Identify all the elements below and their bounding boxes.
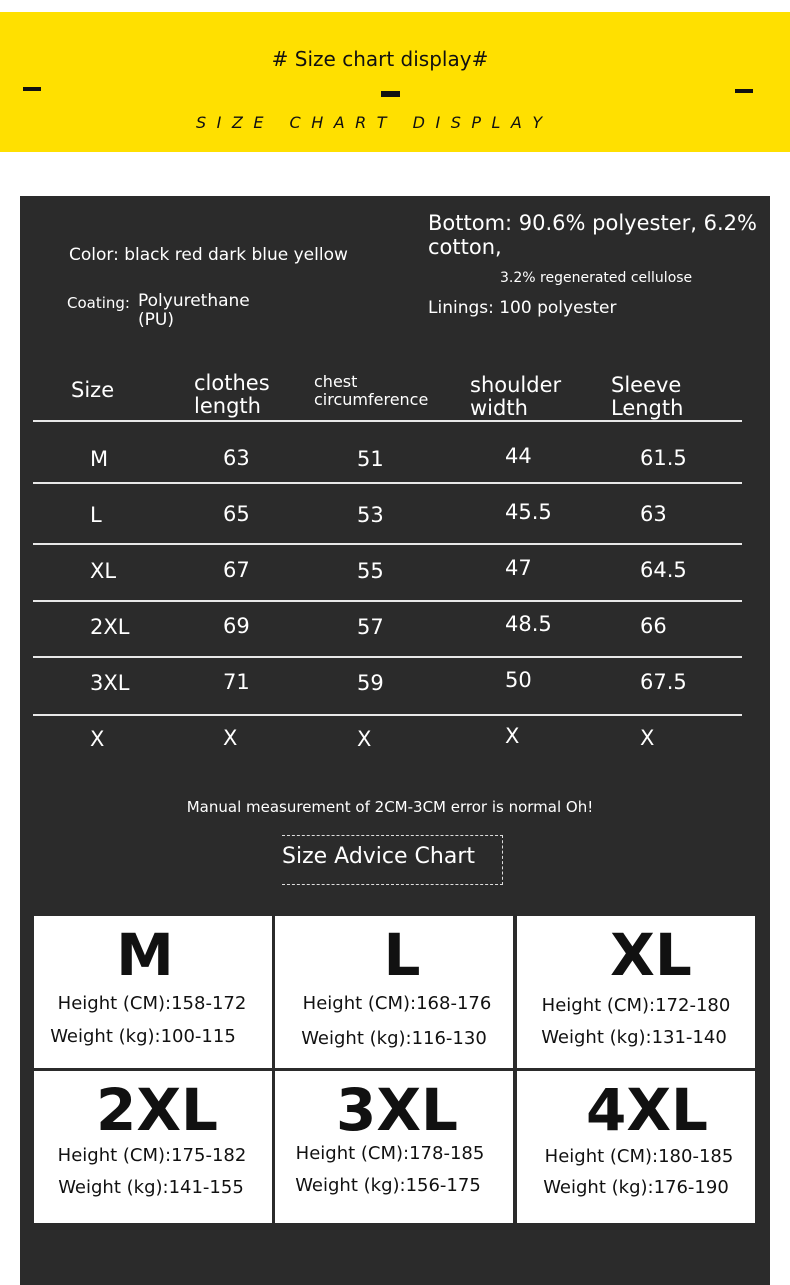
advice-size: 4XL (585, 1076, 709, 1144)
coating-value: Polyurethane (138, 291, 250, 311)
size-cell: M (90, 447, 109, 471)
table-rule (33, 420, 742, 422)
size-advice-title: Size Advice Chart (282, 844, 475, 869)
header-clothes-length: clothes length (194, 371, 270, 418)
table-rule (33, 656, 742, 658)
left-dash (23, 87, 41, 91)
banner-subtitle: SIZE CHART DISPLAY (196, 113, 553, 132)
bottom-spec-2: cotton, (428, 235, 502, 259)
length-cell: 69 (223, 614, 250, 638)
length-cell: 67 (223, 558, 250, 582)
bottom-spec-3: 3.2% regenerated cellulose (500, 270, 693, 286)
header-chest-circumference: chest circumference (314, 372, 429, 409)
advice-card-m (34, 916, 272, 1068)
advice-size: L (383, 921, 421, 989)
advice-size: XL (610, 921, 692, 989)
size-cell: L (90, 503, 102, 527)
advice-card-l (275, 916, 513, 1068)
size-cell: XL (90, 559, 117, 583)
sleeve-cell: 61.5 (640, 446, 687, 470)
size-advice-box (282, 835, 503, 885)
shoulder-cell: 45.5 (505, 500, 552, 524)
advice-height: Height (CM):158-172 (57, 993, 247, 1014)
center-dash (381, 91, 400, 97)
linings-spec: Linings: 100 polyester (428, 298, 617, 318)
advice-height: Height (CM):180-185 (544, 1146, 734, 1167)
table-rule (33, 600, 742, 602)
advice-weight: Weight (kg):141-155 (58, 1177, 244, 1198)
chest-cell: 53 (357, 503, 384, 527)
banner-title: # Size chart display# (271, 47, 489, 71)
shoulder-cell: 48.5 (505, 612, 552, 636)
advice-height: Height (CM):172-180 (541, 995, 731, 1016)
sleeve-cell: 63 (640, 502, 667, 526)
header-shoulder-width: shoulder width (470, 373, 562, 420)
coating-value-2: (PU) (138, 310, 174, 330)
size-cell: 3XL (90, 671, 130, 695)
sleeve-cell: 64.5 (640, 558, 687, 582)
chest-cell: X (357, 727, 372, 751)
length-cell: 71 (223, 670, 250, 694)
length-cell: 63 (223, 446, 250, 470)
sleeve-cell: X (640, 726, 655, 750)
length-cell: X (223, 726, 238, 750)
advice-card-xl (517, 916, 755, 1068)
chest-cell: 55 (357, 559, 384, 583)
advice-weight: Weight (kg):176-190 (543, 1177, 729, 1198)
measurement-note: Manual measurement of 2CM-3CM error is normal Oh! (186, 798, 594, 816)
header-sleeve-length: Sleeve Length (611, 373, 684, 420)
advice-card-3xl (275, 1071, 513, 1223)
coating-label: Coating: (67, 294, 130, 312)
advice-size: M (116, 921, 174, 989)
advice-weight: Weight (kg):131-140 (541, 1027, 727, 1048)
color-spec: Color: black red dark blue yellow (69, 245, 348, 265)
advice-height: Height (CM):168-176 (302, 993, 492, 1014)
advice-card-2xl (34, 1071, 272, 1223)
advice-height: Height (CM):178-185 (295, 1143, 485, 1164)
header-banner (0, 12, 790, 152)
advice-card-4xl (517, 1071, 755, 1223)
advice-size: 2XL (95, 1076, 219, 1144)
chest-cell: 59 (357, 671, 384, 695)
length-cell: 65 (223, 502, 250, 526)
sleeve-cell: 67.5 (640, 670, 687, 694)
chest-cell: 57 (357, 615, 384, 639)
table-rule (33, 714, 742, 716)
size-cell: X (90, 727, 105, 751)
chest-cell: 51 (357, 447, 384, 471)
advice-height: Height (CM):175-182 (57, 1145, 247, 1166)
header-size: Size (71, 378, 115, 402)
sleeve-cell: 66 (640, 614, 667, 638)
right-dash (735, 89, 753, 93)
shoulder-cell: 47 (505, 556, 532, 580)
bottom-spec: Bottom: 90.6% polyester, 6.2% (428, 211, 757, 235)
shoulder-cell: X (505, 724, 520, 748)
advice-weight: Weight (kg):100-115 (50, 1026, 236, 1047)
advice-size: 3XL (335, 1076, 459, 1144)
table-rule (33, 482, 742, 484)
advice-weight: Weight (kg):156-175 (295, 1175, 481, 1196)
shoulder-cell: 44 (505, 444, 532, 468)
shoulder-cell: 50 (505, 668, 532, 692)
advice-weight: Weight (kg):116-130 (301, 1028, 487, 1049)
size-cell: 2XL (90, 615, 130, 639)
table-rule (33, 543, 742, 545)
